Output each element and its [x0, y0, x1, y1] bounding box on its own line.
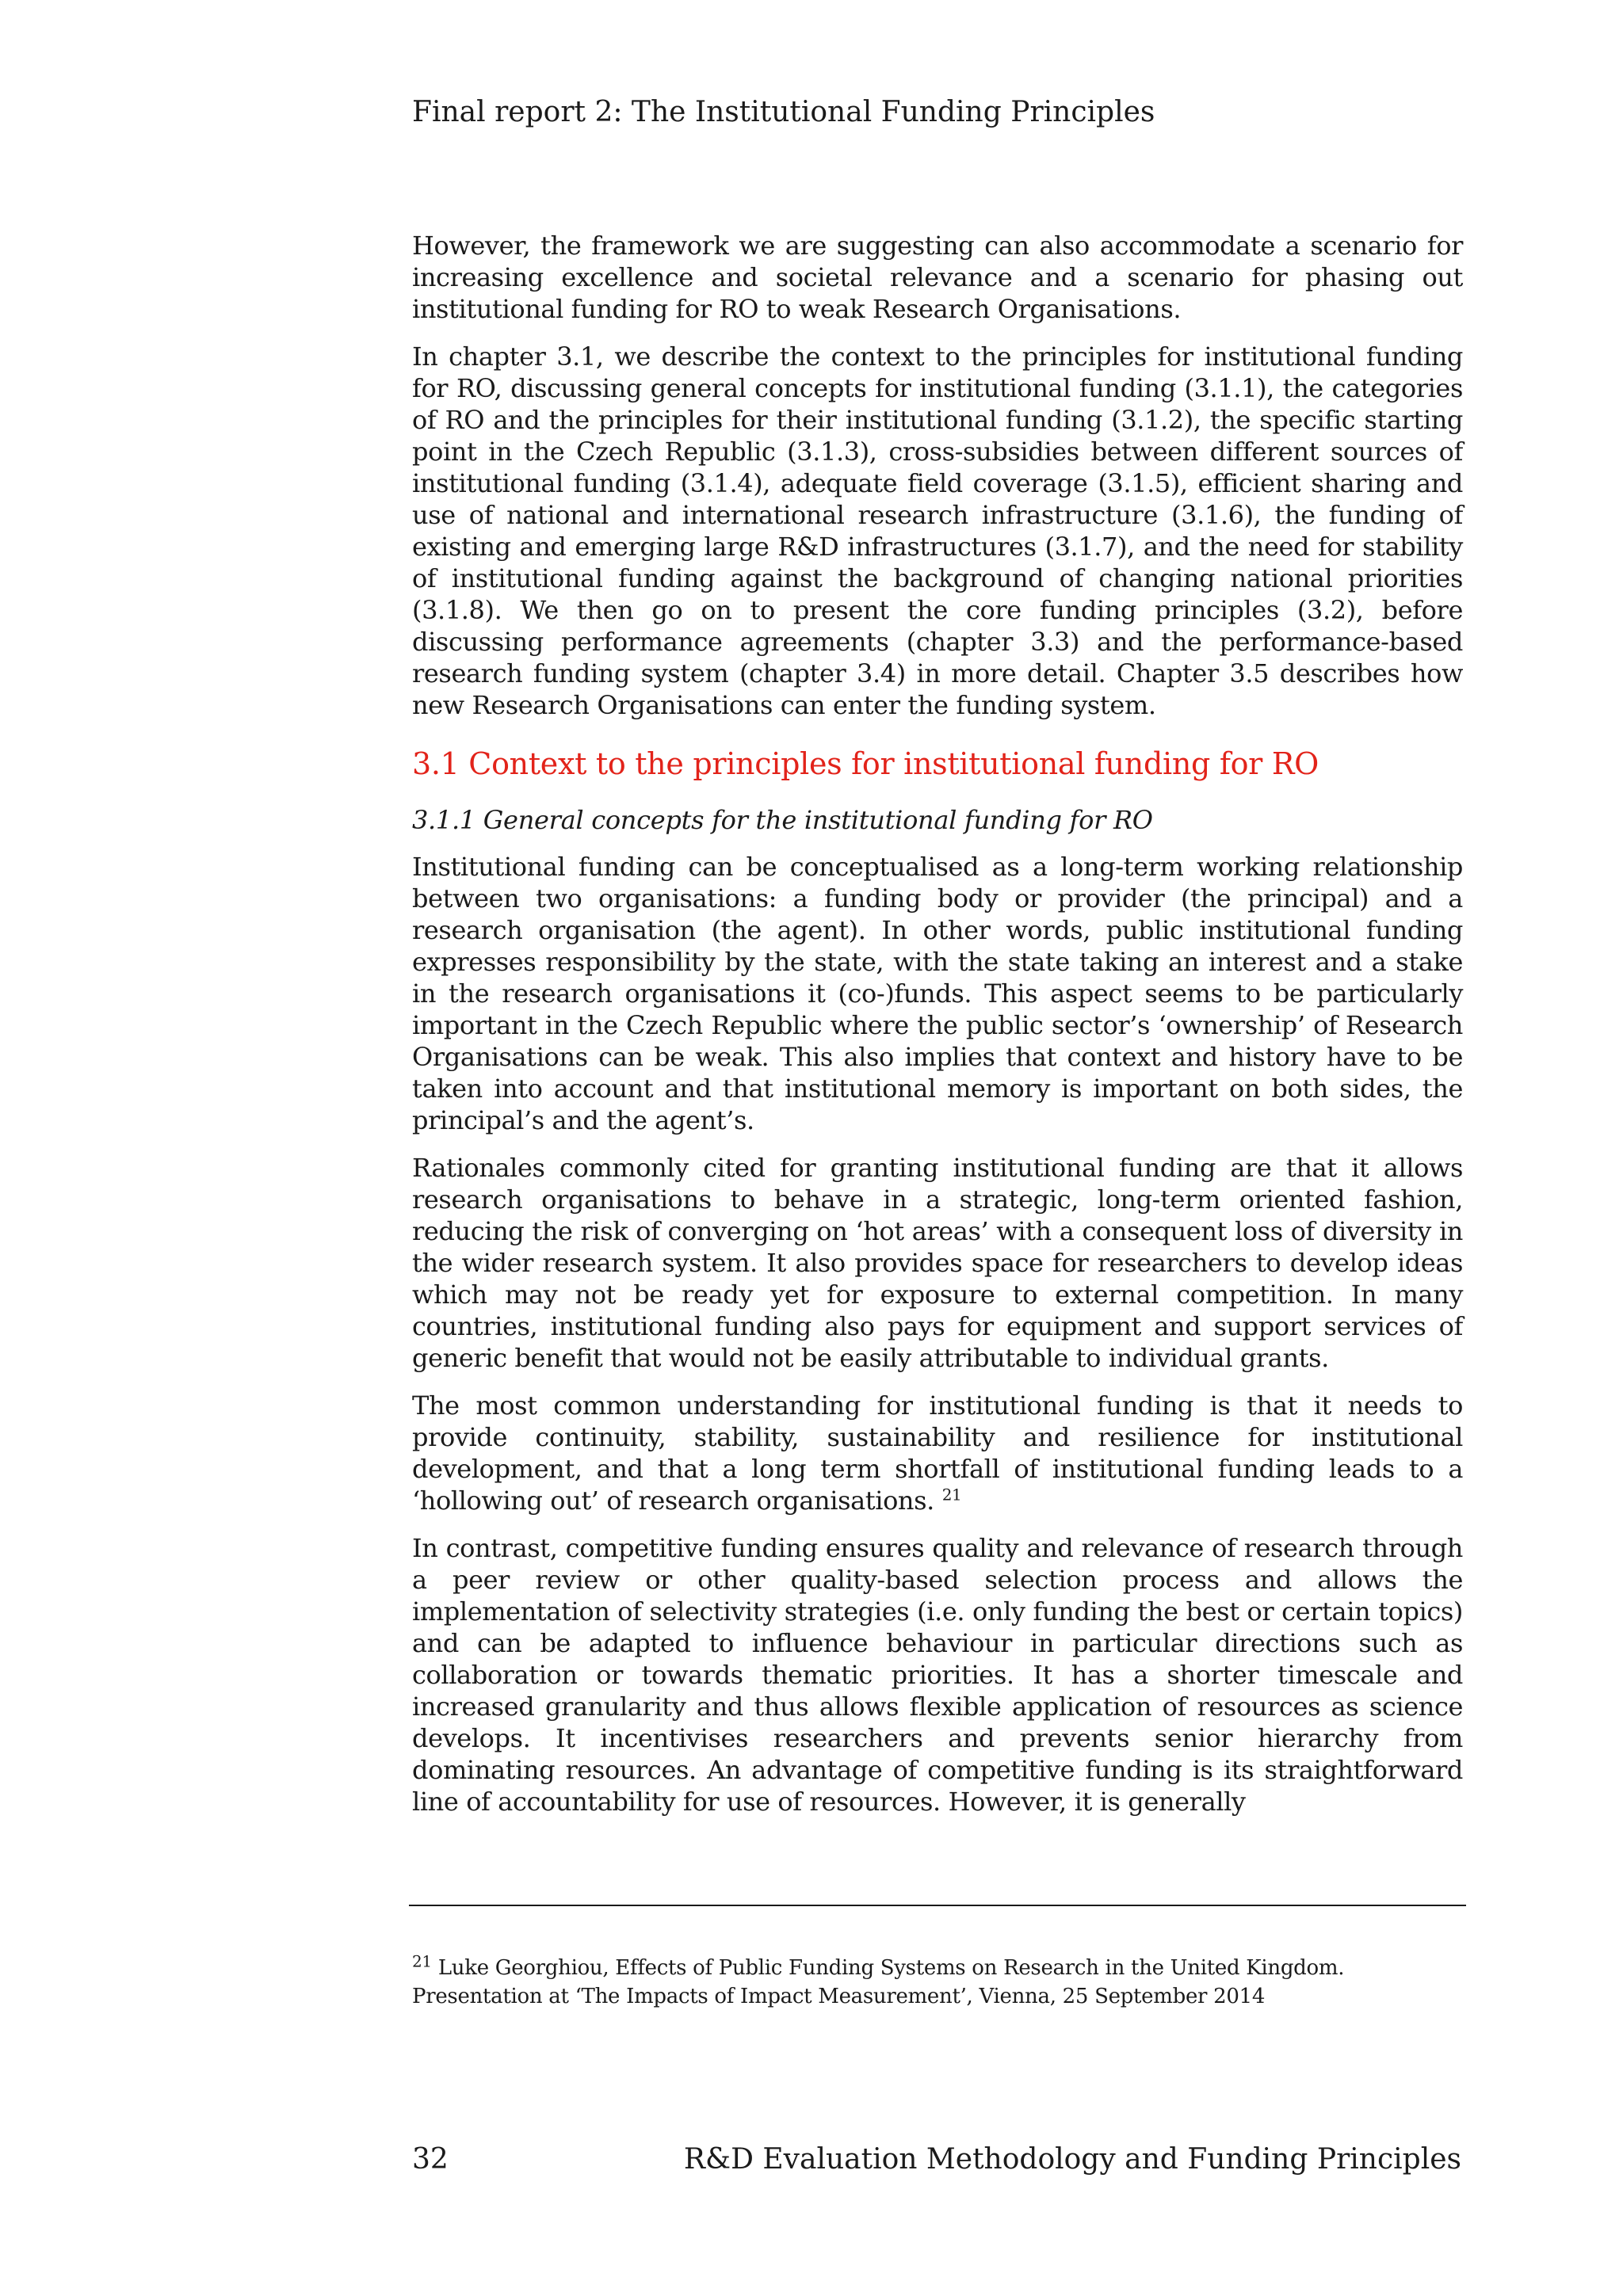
running-footer: R&D Evaluation Methodology and Funding Principles — [683, 2143, 1461, 2176]
body-paragraph-5-text: The most common understanding for institutional funding is that it needs to provide continuity, stability, sustainability and resilience for institutional development, and that a long term shortfall of institutional funding leads to a ‘hollowing out’ of research organisations. — [412, 1390, 1463, 1516]
footnote-text: Luke Georghiou, Effects of Public Funding Systems on Research in the United Kingdom. Presentation at ‘The Impacts of Impact Measurement’, Vienna, 25 September 2014 — [412, 1956, 1345, 2008]
body-paragraph-2: In chapter 3.1, we describe the context to the principles for institutional funding for RO, discussing general concepts for institutional funding (3.1.1), the categories of RO and the principles for their institutional funding (3.1.2), the specific starting point in the Czech Republic (3.1.3), cross-subsidies between different sources of institutional funding (3.1.4), adequate field coverage (3.1.5), efficient sharing and use of national and international research infrastructure (3.1.6), the funding of existing and emerging large R&D infrastructures (3.1.7), and the need for stability of institutional funding against the background of changing national priorities (3.1.8). We then go on to present the core funding principles (3.2), before discussing performance agreements (chapter 3.3) and the performance-based research funding system (chapter 3.4) in more detail. Chapter 3.5 describes how new Research Organisations can enter the funding system. — [412, 341, 1463, 720]
body-paragraph-4: Rationales commonly cited for granting institutional funding are that it allows research organisations to behave in a strategic, long-term oriented fashion, reducing the risk of converging on ‘hot areas’ with a consequent loss of diversity in the wider research system. It also provides space for researchers to develop ideas which may not be ready yet for exposure to external competition. In many countries, institutional funding also pays for equipment and support services of generic benefit that would not be easily attributable to individual grants. — [412, 1153, 1463, 1373]
footnote — [412, 1951, 1463, 2011]
footnote-reference[interactable]: 21 — [941, 1485, 962, 1505]
body-paragraph-6: In contrast, competitive funding ensures quality and relevance of research through a peer review or other quality-based selection process and allows the implementation of selectivity strategies (i.e. only funding the best or certain topics) and can be adapted to influence behaviour in particular directions such as collaboration or towards thematic priorities. It has a shorter timescale and increased granularity and thus allows flexible application of resources as science develops. It incentivises researchers and prevents senior hierarchy from dominating resources. An advantage of competitive funding is its straightforward line of accountability for use of resources. However, it is generally — [412, 1533, 1463, 1817]
footnote-divider — [409, 1905, 1466, 1906]
body-paragraph-3: Institutional funding can be conceptualised as a long-term working relationship between two organisations: a funding body or provider (the principal) and a research organisation (the agent). In other words, public institutional funding expresses responsibility by the state, with the state taking an interest and a stake in the research organisations it (co-)funds. This aspect seems to be particularly important in the Czech Republic where the public sector’s ‘ownership’ of Research Organisations can be weak. This also implies that context and history have to be taken into account and that institutional memory is important on both sides, the principal’s and the agent’s. — [412, 852, 1463, 1135]
page-number: 32 — [412, 2143, 449, 2176]
main-content — [412, 230, 1463, 1833]
body-paragraph-1: However, the framework we are suggesting can also accommodate a scenario for increasing excellence and societal relevance and a scenario for phasing out institutional funding for RO to weak Research Organisations. — [412, 231, 1463, 324]
footnote-number: 21 — [412, 1951, 432, 1971]
body-paragraph-5 — [412, 1390, 1463, 1516]
running-header: Final report 2: The Institutional Funding Principles — [412, 96, 1155, 128]
section-heading: 3.1 Context to the principles for institutional funding for RO — [412, 746, 1319, 781]
subsection-heading: 3.1.1 General concepts for the institutional funding for RO — [412, 805, 1153, 835]
